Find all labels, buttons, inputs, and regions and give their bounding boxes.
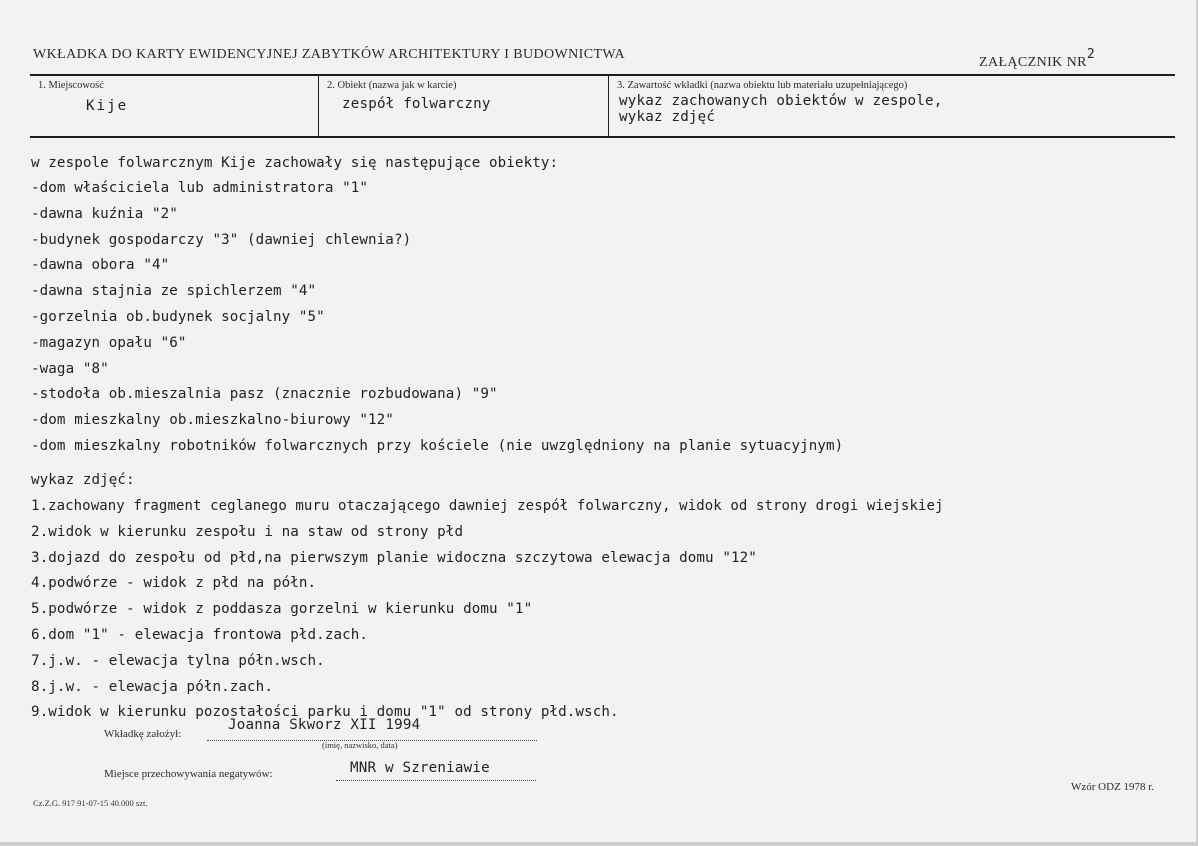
list-item: 8.j.w. - elewacja półn.zach. [31,678,273,695]
photos-intro: wykaz zdjęć: [31,472,135,488]
list-item: -stodoła ob.mieszalnia pasz (znacznie rozbudowana) "9" [31,386,498,403]
list-item: 5.podwórze - widok z poddasza gorzelni w kierunku domu "1" [31,601,533,618]
list-item: 9.widok w kierunku pozostałości parku i domu "1" od strony płd.wsch. [31,704,619,721]
attachment-number: 2 [1086,47,1096,62]
contents-label: 3. Zawartość wkładki (nazwa obiektu lub materiału uzupełniającego) [617,80,908,91]
list-item: -dawna obora "4" [31,257,170,274]
objects-intro: w zespole folwarcznym Kije zachowały się następujące obiekty: [31,155,559,171]
object-value: zespół folwarczny [342,96,491,112]
list-item: 7.j.w. - elewacja tylna półn.wsch. [31,652,325,669]
list-item: 3.dojazd do zespołu od płd,na pierwszym planie widoczna szczytowa elewacja domu "12" [31,549,757,566]
list-item: 1.zachowany fragment ceglanego muru otaczającego dawniej zespół folwarczny, widok od strony drogi wiejskiej [31,498,944,514]
list-item: 2.widok w kierunku zespołu i na staw od strony płd [31,523,464,540]
object-label: 2. Obiekt (nazwa jak w karcie) [327,80,457,91]
attachment-label-text: ZAŁĄCZNIK NR [979,55,1087,70]
author-hint: (imię, nazwisko, data) [322,740,398,750]
list-item: -dom właściciela lub administratora "1" [31,180,369,196]
negatives-value: MNR w Szreniawie [350,760,490,776]
negatives-label: Miejsce przechowywania negatywów: [104,768,273,780]
list-item: 6.dom "1" - elewacja frontowa płd.zach. [31,626,369,643]
print-code: Cz.Z.G. 917 91-07-15 40.000 szt. [33,798,148,808]
list-item: -magazyn opału "6" [31,334,187,351]
table-divider-1 [318,74,319,136]
table-divider-2 [608,74,609,136]
list-item: -dom mieszkalny ob.mieszkalno-biurowy "12" [31,412,394,429]
objects-list [31,176,843,460]
list-item: -gorzelnia ob.budynek socjalny "5" [31,308,325,325]
list-item: -budynek gospodarczy "3" (dawniej chlewnia?) [31,231,412,248]
list-item: 4.podwórze - widok z płd na półn. [31,575,317,592]
list-item: -dawna stajnia ze spichlerzem "4" [31,283,317,300]
author-label: Wkładkę założył: [104,728,182,740]
header-table [30,74,1175,138]
list-item: -dawna kuźnia "2" [31,205,178,222]
list-item: -waga "8" [31,360,109,377]
locality-label: 1. Miejscowość [38,80,104,91]
form-code: Wzór ODZ 1978 r. [1071,781,1155,793]
photos-list [31,494,944,726]
form-title: WKŁADKA DO KARTY EWIDENCYJNEJ ZABYTKÓW ARCHITEKTURY I BUDOWNICTWA [33,47,625,62]
locality-value: Kije [86,98,129,114]
attachment-label [979,47,1095,71]
author-value: Joanna Skworz XII 1994 [228,717,421,733]
contents-value-line2: wykaz zdjęć [619,109,716,125]
contents-value-line1: wykaz zachowanych obiektów w zespole, [619,93,943,109]
list-item: -dom mieszkalny robotników folwarcznych przy kościele (nie uwzględniony na planie sytuacyjnym) [31,437,844,454]
